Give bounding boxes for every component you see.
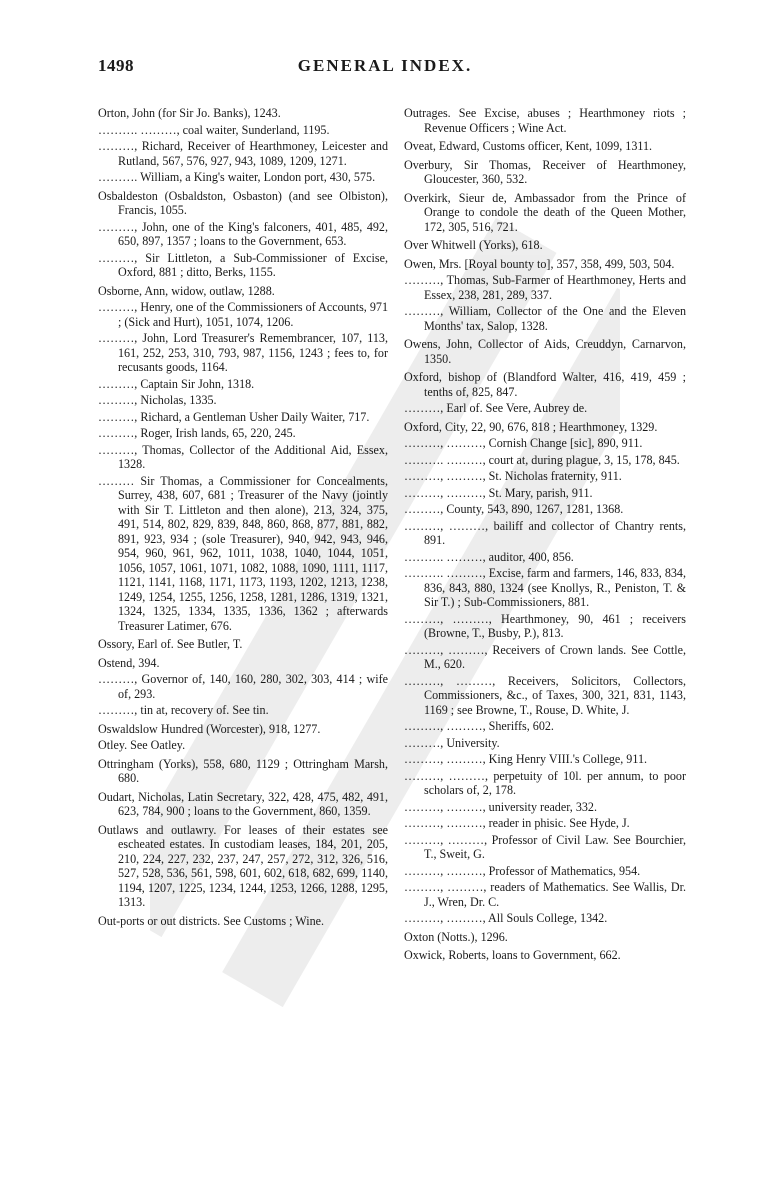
index-entry: ………, tin at, recovery of. See tin. xyxy=(98,703,269,717)
index-entry: Overkirk, Sieur de, Ambassador from the Prince of Orange to condole the death of the Queen Mother, 172, 305, 516, 721. xyxy=(404,190,686,234)
page-title: GENERAL INDEX. xyxy=(297,56,473,75)
index-entry: Oswaldslow Hundred (Worcester), 918, 1277. xyxy=(98,721,321,736)
index-entry: Osbaldeston (Osbaldston, Osbaston) (and see Olbiston), Francis, 1055. xyxy=(98,188,388,217)
index-entry: ………, ………, All Souls College, 1342. xyxy=(404,911,608,925)
index-entry: ………, ………, university reader, 332. xyxy=(404,799,597,814)
index-entry: Oudart, Nicholas, Latin Secretary, 322, 428, 475, 482, 491, 623, 784, 900 ; loans to the Government, 860, 1359. xyxy=(98,789,388,818)
index-entry: Outlaws and outlawry. For leases of their estates see escheated estates. In custodiam leases, 184, 201, 205, 210, 224, 227, 232, 237, 247, 257, 272, 312, 326, 516, 527, 528, 536, 561, 598, 601, 602, 618, 682, 699, 1140, 1194, 1207, 1225, 1234, 1244, 1253, 1266, 1288, 1295, 1313. xyxy=(98,822,388,909)
index-entry: ………, Governor of, 140, 160, 280, 302, 303, 414 ; wife of, 293. xyxy=(98,672,388,701)
index-entry: Overbury, Sir Thomas, Receiver of Hearthmoney, Gloucester, 360, 532. xyxy=(404,157,686,186)
index-entry: ………, Earl of. See Vere, Aubrey de. xyxy=(404,401,588,415)
index-entry: ………. ………, Excise, farm and farmers, 146, 833, 834, 836, 843, 880, 1324 (see Knollys, R., Peniston, T. & Sir T.) ; Sub-Commissioners, 881. xyxy=(404,566,686,609)
index-entry: Oxwick, Roberts, loans to Government, 662. xyxy=(404,948,621,962)
index-entry: Outrages. See Excise, abuses ; Hearthmoney riots ; Revenue Officers ; Wine Act. xyxy=(404,106,686,135)
index-entry: Orton, John (for Sir Jo. Banks), 1243. xyxy=(98,106,281,120)
page-number: 1498 xyxy=(98,56,134,75)
index-entry: Over Whitwell (Yorks), 618. xyxy=(404,238,543,252)
index-entry: Ossory, Earl of. See Butler, T. xyxy=(98,637,243,651)
index-entry: ………, Henry, one of the Commissioners of Accounts, 971 ; (Sick and Hurt), 1051, 1074, 1206. xyxy=(98,300,388,329)
index-entry: Owens, John, Collector of Aids, Creuddyn, Carnarvon, 1350. xyxy=(404,337,686,366)
index-entry: Ostend, 394. xyxy=(98,655,160,670)
index-entry: ………. William, a King's waiter, London port, 430, 575. xyxy=(98,170,376,184)
index-entry: ………, ………, Receivers of Crown lands. See Cottle, M., 620. xyxy=(404,642,686,671)
index-column-left xyxy=(98,106,388,930)
index-entry: ………, John, Lord Treasurer's Remembrancer, 107, 113, 161, 252, 253, 310, 793, 987, 1156, 1243 ; fees to, for recusants goods, 1164. xyxy=(98,331,388,374)
index-entry: Otley. See Oatley. xyxy=(98,738,186,752)
index-entry: ………, County, 543, 890, 1267, 1281, 1368. xyxy=(404,502,624,516)
index-entry: ………, ………, Hearthmoney, 90, 461 ; receivers (Browne, T., Busby, P.), 813. xyxy=(404,611,686,640)
index-entry: Oxford, City, 22, 90, 676, 818 ; Hearthmoney, 1329. xyxy=(404,419,658,434)
index-entry: ………, Richard, Receiver of Hearthmoney, Leicester and Rutland, 567, 576, 927, 943, 1089, 1209, 1271. xyxy=(98,139,388,168)
index-entry: ………, William, Collector of the One and the Eleven Months' tax, Salop, 1328. xyxy=(404,304,686,333)
index-entry: Owen, Mrs. [Royal bounty to], 357, 358, 499, 503, 504. xyxy=(404,256,675,271)
index-entry: Out-ports or out districts. See Customs ; Wine. xyxy=(98,913,325,928)
index-entry: ………, ………, St. Nicholas fraternity, 911. xyxy=(404,469,622,483)
index-entry: ………, ………, reader in phisic. See Hyde, J. xyxy=(404,816,630,830)
index-entry: ………, Nicholas, 1335. xyxy=(98,393,217,407)
index-entry: ………, Captain Sir John, 1318. xyxy=(98,376,255,391)
index-entry: ………, ………, perpetuity of 10l. per annum, to poor scholars of, 2, 178. xyxy=(404,768,686,797)
index-entry: Ottringham (Yorks), 558, 680, 1129 ; Ottringham Marsh, 680. xyxy=(98,756,388,785)
index-entry: ………, ………, bailiff and collector of Chantry rents, 891. xyxy=(404,518,686,547)
index-entry: ………, ………, Professor of Civil Law. See Bourchier, T., Sweit, G. xyxy=(404,832,686,861)
index-entry: ………, ………, St. Mary, parish, 911. xyxy=(404,485,593,500)
index-entry: ……… Sir Thomas, a Commissioner for Concealments, Surrey, 438, 607, 681 ; Treasurer of the Navy (jointly with Sir T. Littleton and then alone), 213, 324, 375, 491, 514, 802, 829, 839, 848, 860, 868, 877, 881, 882, 891, 923, 934 ; (sole Treasurer), 940, 942, 943, 946, 954, 960, 961, 962, 1011, 1038, 1040, 1044, 1051, 1056, 1057, 1061, 1071, 1082, 1088, 1090, 1111, 1117, 1121, 1141, 1168, 1171, 1173, 1193, 1202, 1213, 1238, 1249, 1254, 1255, 1256, 1258, 1281, 1286, 1319, 1321, 1324, 1325, 1334, 1335, 1336, 1362 ; afterwards Treasurer Latimer, 676. xyxy=(98,473,388,633)
index-entry: Oxford, bishop of (Blandford Walter, 416, 419, 459 ; tenths of, 825, 847. xyxy=(404,370,686,399)
index-entry: ………, John, one of the King's falconers, 401, 485, 492, 650, 897, 1357 ; loans to the Government, 653. xyxy=(98,219,388,248)
index-entry: Oveat, Edward, Customs officer, Kent, 1099, 1311. xyxy=(404,139,653,153)
index-entry: ………, Roger, Irish lands, 65, 220, 245. xyxy=(98,426,296,440)
index-entry: ………, Thomas, Collector of the Additional Aid, Essex, 1328. xyxy=(98,442,388,471)
index-entry: ………, Thomas, Sub-Farmer of Hearthmoney, Herts and Essex, 238, 281, 289, 337. xyxy=(404,273,686,302)
index-entry: ………, ………, Receivers, Solicitors, Collectors, Commissioners, &c., of Taxes, 300, 321, 831, 1143, 1169 ; see Browne, T., Rouse, D. White, J. xyxy=(404,673,686,717)
index-entry: ………. ………, coal waiter, Sunderland, 1195. xyxy=(98,122,330,137)
index-entry: ………, ………, Professor of Mathematics, 954. xyxy=(404,863,641,878)
index-entry: ………, University. xyxy=(404,735,500,750)
index-entry: ………, Richard, a Gentleman Usher Daily Waiter, 717. xyxy=(98,409,370,424)
index-entry: ………. ………, court at, during plague, 3, 15, 178, 845. xyxy=(404,452,680,467)
index-entry: ………, ………, King Henry VIII.'s College, 911. xyxy=(404,752,648,766)
index-column-right xyxy=(404,106,686,965)
index-entry: Oxton (Notts.), 1296. xyxy=(404,929,508,944)
index-entry: Osborne, Ann, widow, outlaw, 1288. xyxy=(98,283,275,298)
index-entry: ………, Sir Littleton, a Sub-Commissioner of Excise, Oxford, 881 ; ditto, Berks, 1155. xyxy=(98,250,388,279)
index-entry: ………. ………, auditor, 400, 856. xyxy=(404,549,574,564)
index-entry: ………, ………, readers of Mathematics. See Wallis, Dr. J., Wren, Dr. C. xyxy=(404,880,686,909)
index-entry: ………, ………, Cornish Change [sic], 890, 911. xyxy=(404,436,643,450)
index-entry: ………, ………, Sheriffs, 602. xyxy=(404,719,554,733)
